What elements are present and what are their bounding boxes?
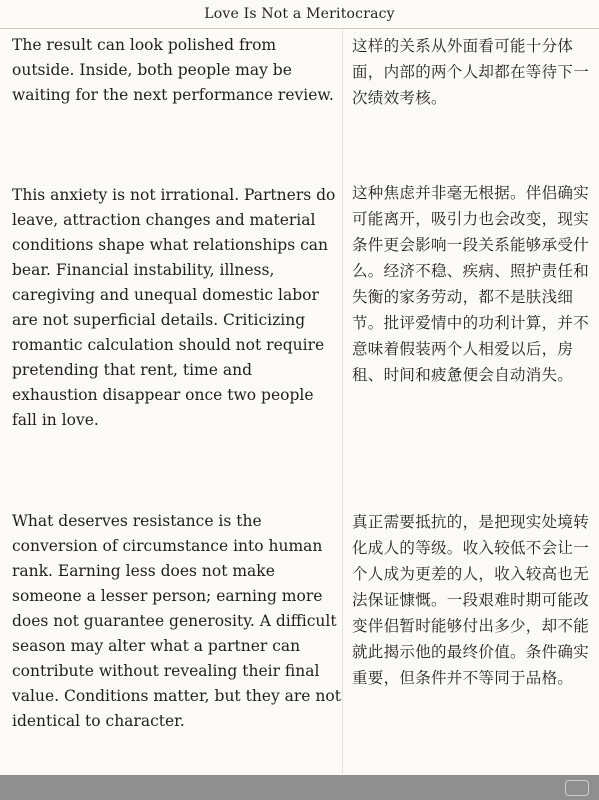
paragraph-chinese-2: 这种焦虑并非毫无根据。伴侣确实可能离开，吸引力也会改变，现实条件更会影响一段关系能够承受什么。经济不稳、疾病、照护责任和失衡的家务劳动，都不是肤浅细节。批评爱情中的功利计算，并不意味着假装两个人相爱以后，房租、时间和疲惫便会自动消失。 xyxy=(352,184,590,384)
column-divider xyxy=(342,29,343,774)
paragraph-english-2: This anxiety is not irrational. Partners do leave, attraction changes and material conditions shape what relationships can bear. Financial instability, illness, caregiving and unequal domestic labor are not superficial details. Criticizing romantic calculation should not require pretending that rent, time and exhaustion disappear once two people fall in love. xyxy=(12,186,336,429)
page-title: Love Is Not a Meritocracy xyxy=(204,6,395,22)
paragraph-english-1: The result can look polished from outside. Inside, both people may be waiting for the next performance review. xyxy=(12,36,334,104)
paragraph-english-3: What deserves resistance is the conversion of circumstance into human rank. Earning less does not make someone a lesser person; earning more does not guarantee generosity. A difficult season may alter what a partner can contribute without revealing their final value. Conditions matter, but they are not identical to character. xyxy=(12,512,341,730)
paragraph-chinese-1: 这样的关系从外面看可能十分体面，内部的两个人却都在等待下一次绩效考核。 xyxy=(352,37,590,107)
header-divider xyxy=(0,28,599,29)
logo-badge-icon xyxy=(565,780,589,796)
footer-band xyxy=(0,775,599,800)
paragraph-chinese-3: 真正需要抵抗的，是把现实处境转化成人的等级。收入较低不会让一个人成为更差的人，收入较高也无法保证慷慨。一段艰难时期可能改变伴侣暂时能够付出多少，却不能就此揭示他的最终价值。条件确实重要，但条件并不等同于品格。 xyxy=(352,513,590,687)
